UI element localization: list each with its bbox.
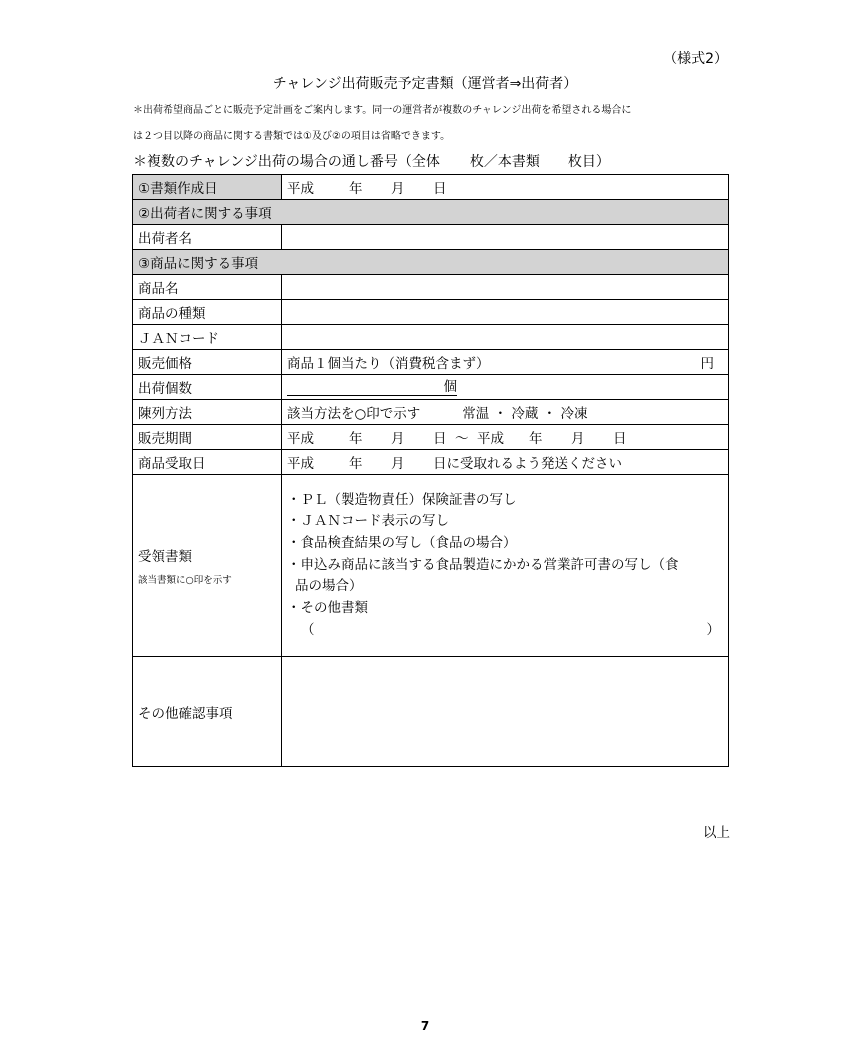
product-type-label: 商品の種類 xyxy=(133,300,282,325)
sales-period-field[interactable] xyxy=(282,425,729,450)
quantity-unit: 個 xyxy=(287,379,457,396)
price-label: 販売価格 xyxy=(133,350,282,375)
document-title: チャレンジ出荷販売予定書類（運営者⇒出荷者） xyxy=(272,76,578,92)
shipment-plan-table xyxy=(132,174,729,767)
paren-close: ） xyxy=(706,621,720,638)
display-method-field[interactable] xyxy=(282,400,729,425)
price-unit: 円 xyxy=(700,356,714,372)
doc-date-label: ①書類作成日 xyxy=(133,175,282,200)
display-method-options: 常温 ・ 冷蔵 ・ 冷凍 xyxy=(462,406,588,422)
page-number: 7 xyxy=(420,1019,430,1033)
period-end-year: 年 xyxy=(529,431,543,447)
doc-date-era: 平成 xyxy=(287,181,314,197)
display-method-label: 陳列方法 xyxy=(133,400,282,425)
instruction-note-line-2: は２つ目以降の商品に関する書類では①及び②の項目は省略できます。 xyxy=(133,131,451,142)
quantity-field[interactable] xyxy=(282,375,729,400)
row-receipt-date xyxy=(133,450,729,475)
serial-mid: 枚／本書類 xyxy=(469,154,540,170)
product-type-field[interactable] xyxy=(282,300,729,325)
jan-code-label: ＪＡＮコード xyxy=(133,325,282,350)
row-display-method xyxy=(133,400,729,425)
section-product-header: ③商品に関する事項 xyxy=(133,250,729,275)
doc-item-business-license[interactable]: ・申込み商品に該当する食品製造にかかる営業許可書の写し（食 xyxy=(287,556,679,573)
receipt-date-label: 商品受取日 xyxy=(133,450,282,475)
period-start-year: 年 xyxy=(349,431,363,447)
documents-label-cell xyxy=(133,475,282,657)
sales-period-label: 販売期間 xyxy=(133,425,282,450)
product-name-field[interactable] xyxy=(282,275,729,300)
product-name-label: 商品名 xyxy=(133,275,282,300)
documents-label: 受領書類 xyxy=(138,549,192,565)
row-doc-date xyxy=(133,175,729,200)
row-remarks xyxy=(133,657,729,767)
row-documents xyxy=(133,475,729,657)
row-section-product xyxy=(133,250,729,275)
row-quantity xyxy=(133,375,729,400)
jan-code-field[interactable] xyxy=(282,325,729,350)
doc-item-other[interactable]: ・その他書類 xyxy=(287,600,368,617)
serial-suffix: 枚目） xyxy=(567,154,610,170)
serial-number-line xyxy=(133,151,610,171)
doc-item-pl-insurance[interactable]: ・ＰＬ（製造物責任）保険証書の写し xyxy=(287,491,517,508)
row-section-shipper xyxy=(133,200,729,225)
receipt-date-field[interactable] xyxy=(282,450,729,475)
period-end-day: 日 xyxy=(613,431,627,447)
form-number: （様式2） xyxy=(663,51,728,67)
price-text: 商品１個当たり（消費税含まず） xyxy=(287,356,490,372)
documents-list xyxy=(282,475,729,657)
row-jan-code xyxy=(133,325,729,350)
period-end-month: 月 xyxy=(571,431,585,447)
row-product-name xyxy=(133,275,729,300)
period-end-era: 平成 xyxy=(477,431,504,447)
shipper-name-label: 出荷者名 xyxy=(133,225,282,250)
remarks-label: その他確認事項 xyxy=(133,657,282,767)
section-shipper-header: ②出荷者に関する事項 xyxy=(133,200,729,225)
receipt-year: 年 xyxy=(349,456,363,472)
shipper-name-field[interactable] xyxy=(282,225,729,250)
receipt-month: 月 xyxy=(391,456,405,472)
doc-item-business-license-cont: 品の場合） xyxy=(295,578,363,595)
other-documents-input[interactable] xyxy=(287,620,728,642)
instruction-note-line-1: ＊出荷希望商品ごとに販売予定計画をご案内します。同一の運営者が複数のチャレンジ出荷を希望される場合に xyxy=(133,105,632,116)
doc-item-jan-display[interactable]: ・ＪＡＮコード表示の写し xyxy=(287,513,449,530)
quantity-label: 出荷個数 xyxy=(133,375,282,400)
doc-date-month: 月 xyxy=(391,181,405,197)
period-start-day: 日 xyxy=(433,431,447,447)
row-sales-period xyxy=(133,425,729,450)
receipt-suffix: 日に受取れるよう発送ください xyxy=(433,456,622,472)
serial-prefix: ＊複数のチャレンジ出荷の場合の通し番号（全体 xyxy=(133,154,440,170)
price-field[interactable] xyxy=(282,350,729,375)
doc-item-food-inspection[interactable]: ・食品検査結果の写し（食品の場合） xyxy=(287,534,517,551)
paren-open: （ xyxy=(301,621,315,638)
documents-sublabel: 該当書類に○印を示す xyxy=(138,575,232,586)
period-start-month: 月 xyxy=(391,431,405,447)
row-shipper-name xyxy=(133,225,729,250)
row-product-type xyxy=(133,300,729,325)
doc-date-year: 年 xyxy=(349,181,363,197)
closing-mark: 以上 xyxy=(703,825,730,841)
receipt-era: 平成 xyxy=(287,456,314,472)
period-separator: ～ xyxy=(455,431,469,447)
doc-date-field[interactable] xyxy=(282,175,729,200)
period-start-era: 平成 xyxy=(287,431,314,447)
remarks-field[interactable] xyxy=(282,657,729,767)
row-price xyxy=(133,350,729,375)
display-method-instruction: 該当方法を○印で示す xyxy=(287,406,421,422)
doc-date-day: 日 xyxy=(433,181,447,197)
